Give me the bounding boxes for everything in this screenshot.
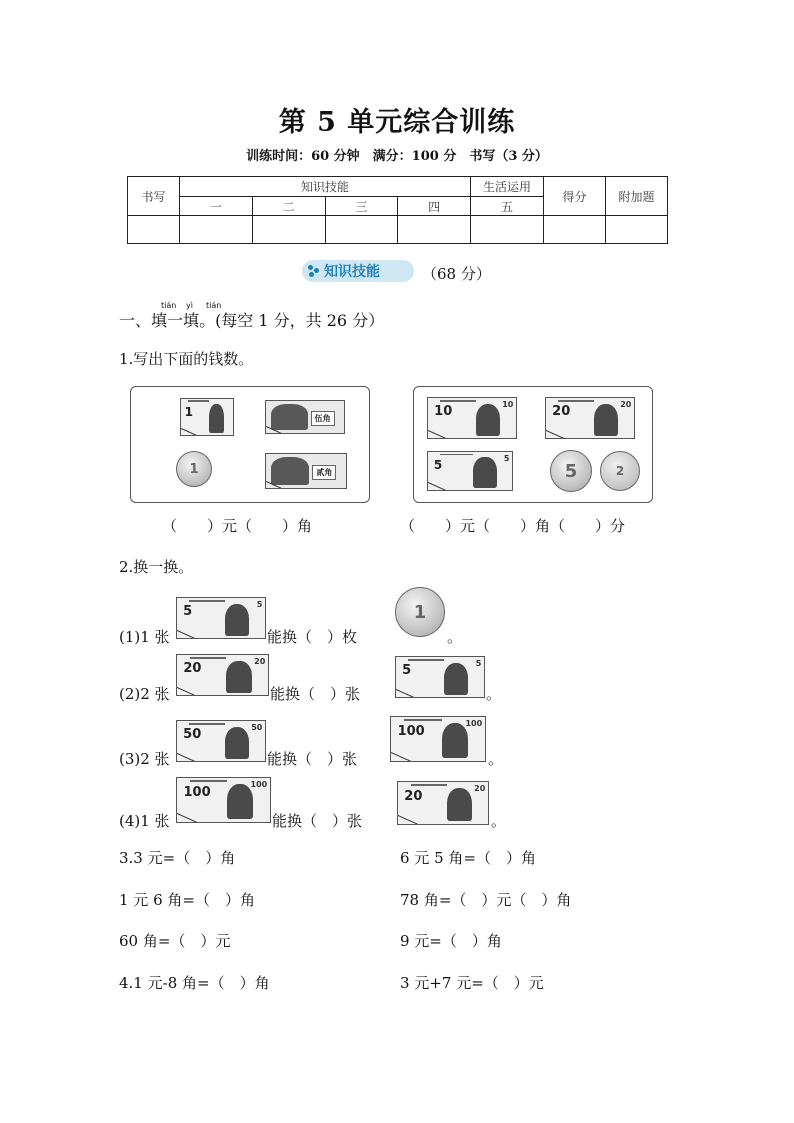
score-cell-4[interactable] — [398, 216, 471, 244]
score-col-4: 四 — [398, 197, 471, 216]
exchange-2-middle[interactable]: 能换（ ）张 — [270, 685, 361, 703]
banknote-5-yuan: 5 5 — [427, 451, 513, 491]
exchange-4-middle[interactable]: 能换（ ）张 — [272, 812, 363, 830]
exchange-2-prefix: (2)2 张 — [119, 685, 170, 703]
exchange-2-suffix: 。 — [486, 685, 502, 703]
section-badge-label: 知识技能 — [324, 264, 380, 280]
banknote-50-yuan: 50 50 — [176, 720, 266, 762]
exchange-3-middle[interactable]: 能换（ ）张 — [267, 750, 358, 768]
banknote-5-yuan: 5 5 — [395, 656, 485, 698]
score-header-writing: 书写 — [128, 177, 180, 216]
exchange-4-prefix: (4)1 张 — [119, 812, 170, 830]
banknote-2-jiao: 贰角 — [265, 453, 347, 489]
banknote-5-yuan: 5 5 — [176, 597, 266, 639]
score-cell-bonus[interactable] — [606, 216, 668, 244]
conversion-item[interactable]: 3 元+7 元=（ ）元 — [400, 974, 544, 992]
coin-5-jiao: 5 — [550, 450, 592, 492]
score-cell-5[interactable] — [471, 216, 544, 244]
score-cell-1[interactable] — [180, 216, 253, 244]
coin-1-yuan: 1 — [395, 587, 445, 637]
exchange-3-suffix: 。 — [488, 750, 504, 768]
pinyin-yi: yì — [186, 301, 193, 310]
score-table — [127, 176, 668, 244]
score-col-3: 三 — [325, 197, 398, 216]
q1-heading — [119, 308, 384, 331]
dots-icon — [308, 265, 320, 277]
conversion-item[interactable]: 3.3 元=（ ）角 — [119, 849, 236, 867]
exam-info: 训练时间：60 分钟 满分：100 分 书写（3 分） — [246, 149, 548, 164]
exchange-3-prefix: (3)2 张 — [119, 750, 170, 768]
q1-heading-char2: 一 — [167, 311, 184, 330]
conversion-item[interactable]: 78 角=（ ）元（ ）角 — [400, 891, 572, 909]
banknote-20-yuan: 20 20 — [545, 397, 635, 439]
score-cell-2[interactable] — [252, 216, 325, 244]
score-header-life: 生活运用 — [471, 177, 544, 197]
banknote-20-yuan: 20 20 — [176, 654, 269, 696]
pinyin-tian-1: tián — [161, 301, 177, 310]
score-header-bonus: 附加题 — [606, 177, 668, 216]
score-cell-3[interactable] — [325, 216, 398, 244]
q1-heading-rest: 。(每空 1 分，共 26 分） — [199, 311, 385, 330]
banknote-5-jiao: 伍角 — [265, 400, 345, 434]
conversion-item[interactable]: 4.1 元-8 角=（ ）角 — [119, 974, 270, 992]
banknote-10-yuan: 10 10 — [427, 397, 517, 439]
exchange-1-suffix: 。 — [447, 628, 463, 646]
banknote-1-yuan: 1 — [180, 398, 234, 436]
q1-sub2: 2.换一换。 — [119, 558, 194, 576]
coin-2-fen: 2 — [600, 451, 640, 491]
section-points: （68 分） — [422, 265, 491, 283]
conversion-item[interactable]: 60 角=（ ）元 — [119, 932, 231, 950]
conversion-item[interactable]: 9 元=（ ）角 — [400, 932, 502, 950]
section-badge — [302, 260, 414, 282]
banknote-20-yuan: 20 20 — [397, 781, 489, 825]
score-header-score: 得分 — [544, 177, 606, 216]
q1-heading-char1: 填 — [151, 311, 168, 330]
conversion-item[interactable]: 1 元 6 角=（ ）角 — [119, 891, 255, 909]
exchange-1-middle[interactable]: 能换（ ）枚 — [267, 628, 358, 646]
coin-1-yuan: 1 — [176, 451, 212, 487]
exchange-4-suffix: 。 — [491, 812, 507, 830]
score-cell-writing[interactable] — [128, 216, 180, 244]
q1-heading-num: 一、 — [119, 311, 152, 330]
conversion-item[interactable]: 6 元 5 角=（ ）角 — [400, 849, 536, 867]
score-col-5: 五 — [471, 197, 544, 216]
exchange-1-prefix: (1)1 张 — [119, 628, 170, 646]
banknote-100-yuan: 100 100 — [176, 777, 271, 823]
score-col-1: 一 — [180, 197, 253, 216]
page-title: 第 5 单元综合训练 — [278, 107, 516, 138]
answer-right[interactable]: （ ）元（ ）角（ ）分 — [400, 517, 626, 535]
score-col-2: 二 — [252, 197, 325, 216]
answer-left[interactable]: （ ）元（ ）角 — [162, 517, 313, 535]
banknote-100-yuan: 100 100 — [390, 716, 486, 762]
score-header-knowledge: 知识技能 — [180, 177, 471, 197]
pinyin-tian-2: tián — [206, 301, 222, 310]
q1-heading-char3: 填 — [183, 311, 200, 330]
q1-sub1: 1.写出下面的钱数。 — [119, 350, 254, 368]
score-cell-total[interactable] — [544, 216, 606, 244]
